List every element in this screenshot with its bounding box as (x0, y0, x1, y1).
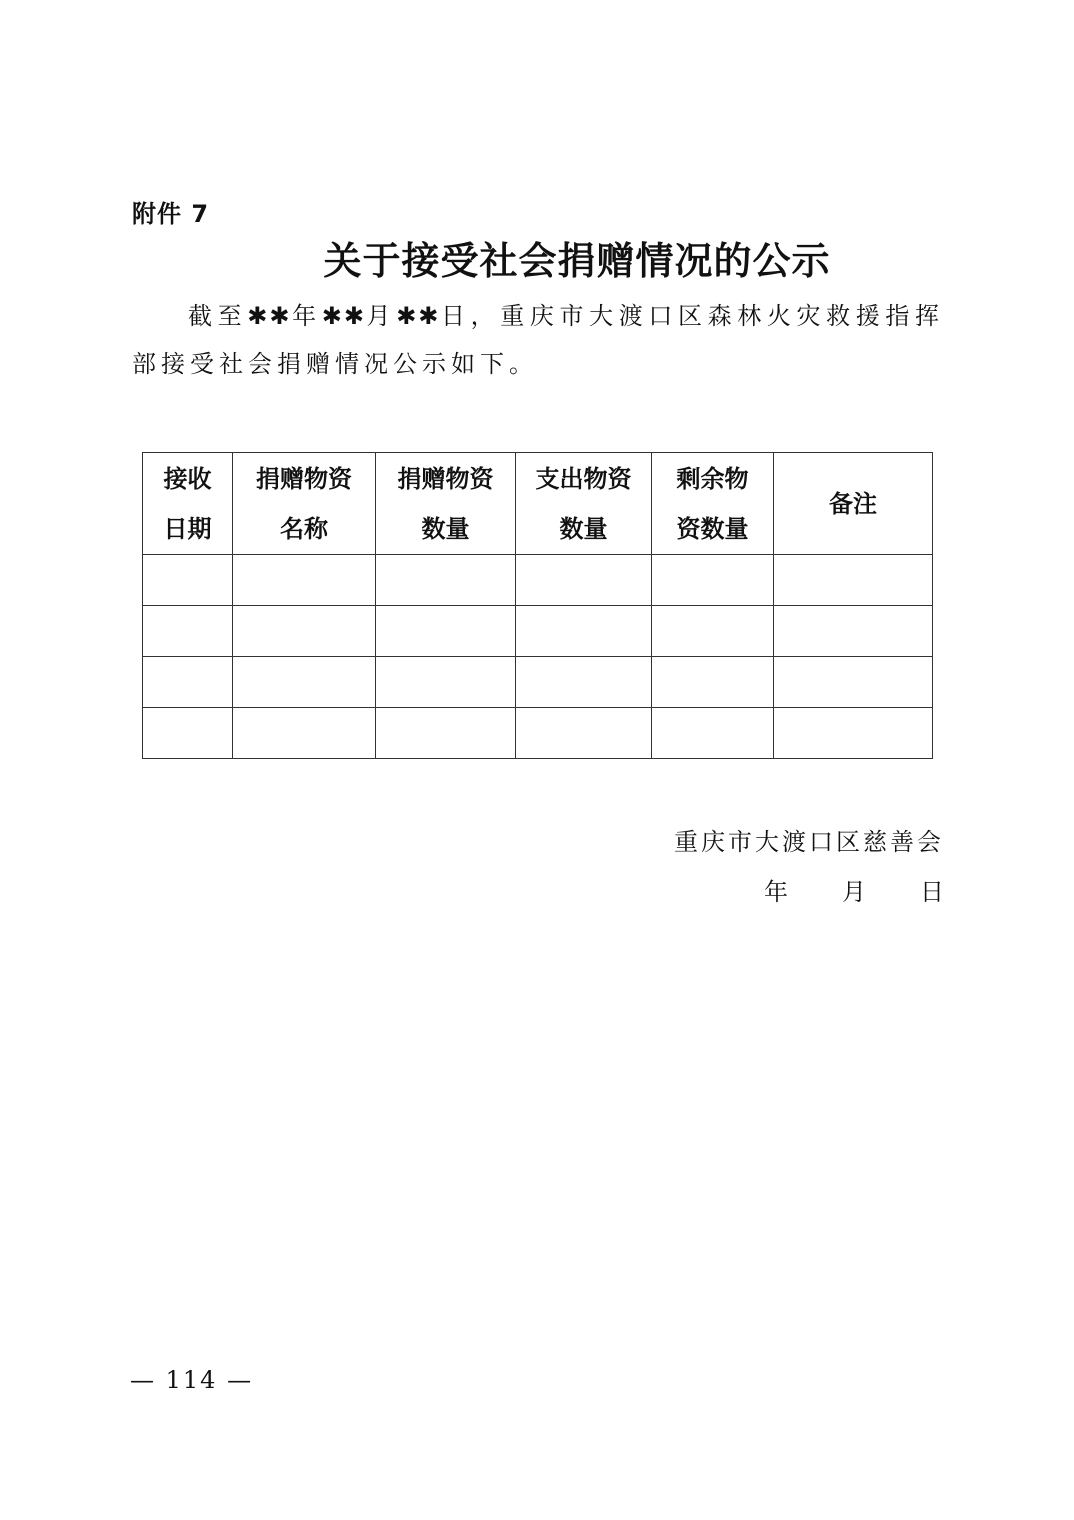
intro-rest: 日，重庆市大渡口区森林火灾救援指挥部接受社会捐赠情况公示如下。 (132, 302, 945, 378)
signature-year: 年 (764, 878, 788, 906)
signature-day: 日 (920, 878, 944, 906)
table-cell (516, 606, 652, 657)
redacted-day: ✱✱ (396, 302, 441, 330)
table-cell (774, 606, 933, 657)
table-cell (233, 708, 376, 759)
page-number: — 114 — (130, 1366, 254, 1394)
table-cell (376, 657, 516, 708)
header-expense-quantity: 支出物资 数量 (516, 453, 652, 555)
table-cell (774, 657, 933, 708)
table-cell (516, 708, 652, 759)
table-row (143, 606, 933, 657)
table-cell (233, 606, 376, 657)
table-cell (516, 555, 652, 606)
intro-prefix: 截至 (188, 302, 248, 330)
redacted-month: ✱✱ (321, 302, 366, 330)
header-remarks: 备注 (774, 453, 933, 555)
donation-table (142, 452, 933, 759)
table-header-row (143, 453, 933, 555)
table-cell (774, 555, 933, 606)
signature-organization: 重庆市大渡口区慈善会 (674, 828, 944, 856)
table-cell (652, 657, 774, 708)
table-cell (516, 657, 652, 708)
header-receive-date: 接收 日期 (143, 453, 233, 555)
attachment-label: 附件 7 (132, 200, 210, 228)
table-row (143, 657, 933, 708)
signature-date (764, 872, 944, 907)
table-cell (233, 555, 376, 606)
table-cell (652, 708, 774, 759)
table-cell (652, 555, 774, 606)
month-char: 月 (365, 302, 397, 330)
table-cell (376, 555, 516, 606)
table-cell (376, 606, 516, 657)
header-donation-quantity: 捐赠物资 数量 (376, 453, 516, 555)
table-cell (143, 606, 233, 657)
table-row (143, 708, 933, 759)
table-cell (143, 555, 233, 606)
year-char: 年 (291, 302, 322, 330)
signature-month: 月 (842, 878, 866, 906)
table-cell (233, 657, 376, 708)
header-remaining-quantity: 剩余物 资数量 (652, 453, 774, 555)
table-row (143, 555, 933, 606)
table-cell (774, 708, 933, 759)
header-donation-name: 捐赠物资 名称 (233, 453, 376, 555)
table-cell (652, 606, 774, 657)
table-cell (376, 708, 516, 759)
redacted-year: ✱✱ (247, 302, 292, 330)
page-title: 关于接受社会捐赠情况的公示 (323, 238, 831, 283)
intro-paragraph (132, 292, 944, 388)
table-cell (143, 657, 233, 708)
table-cell (143, 708, 233, 759)
